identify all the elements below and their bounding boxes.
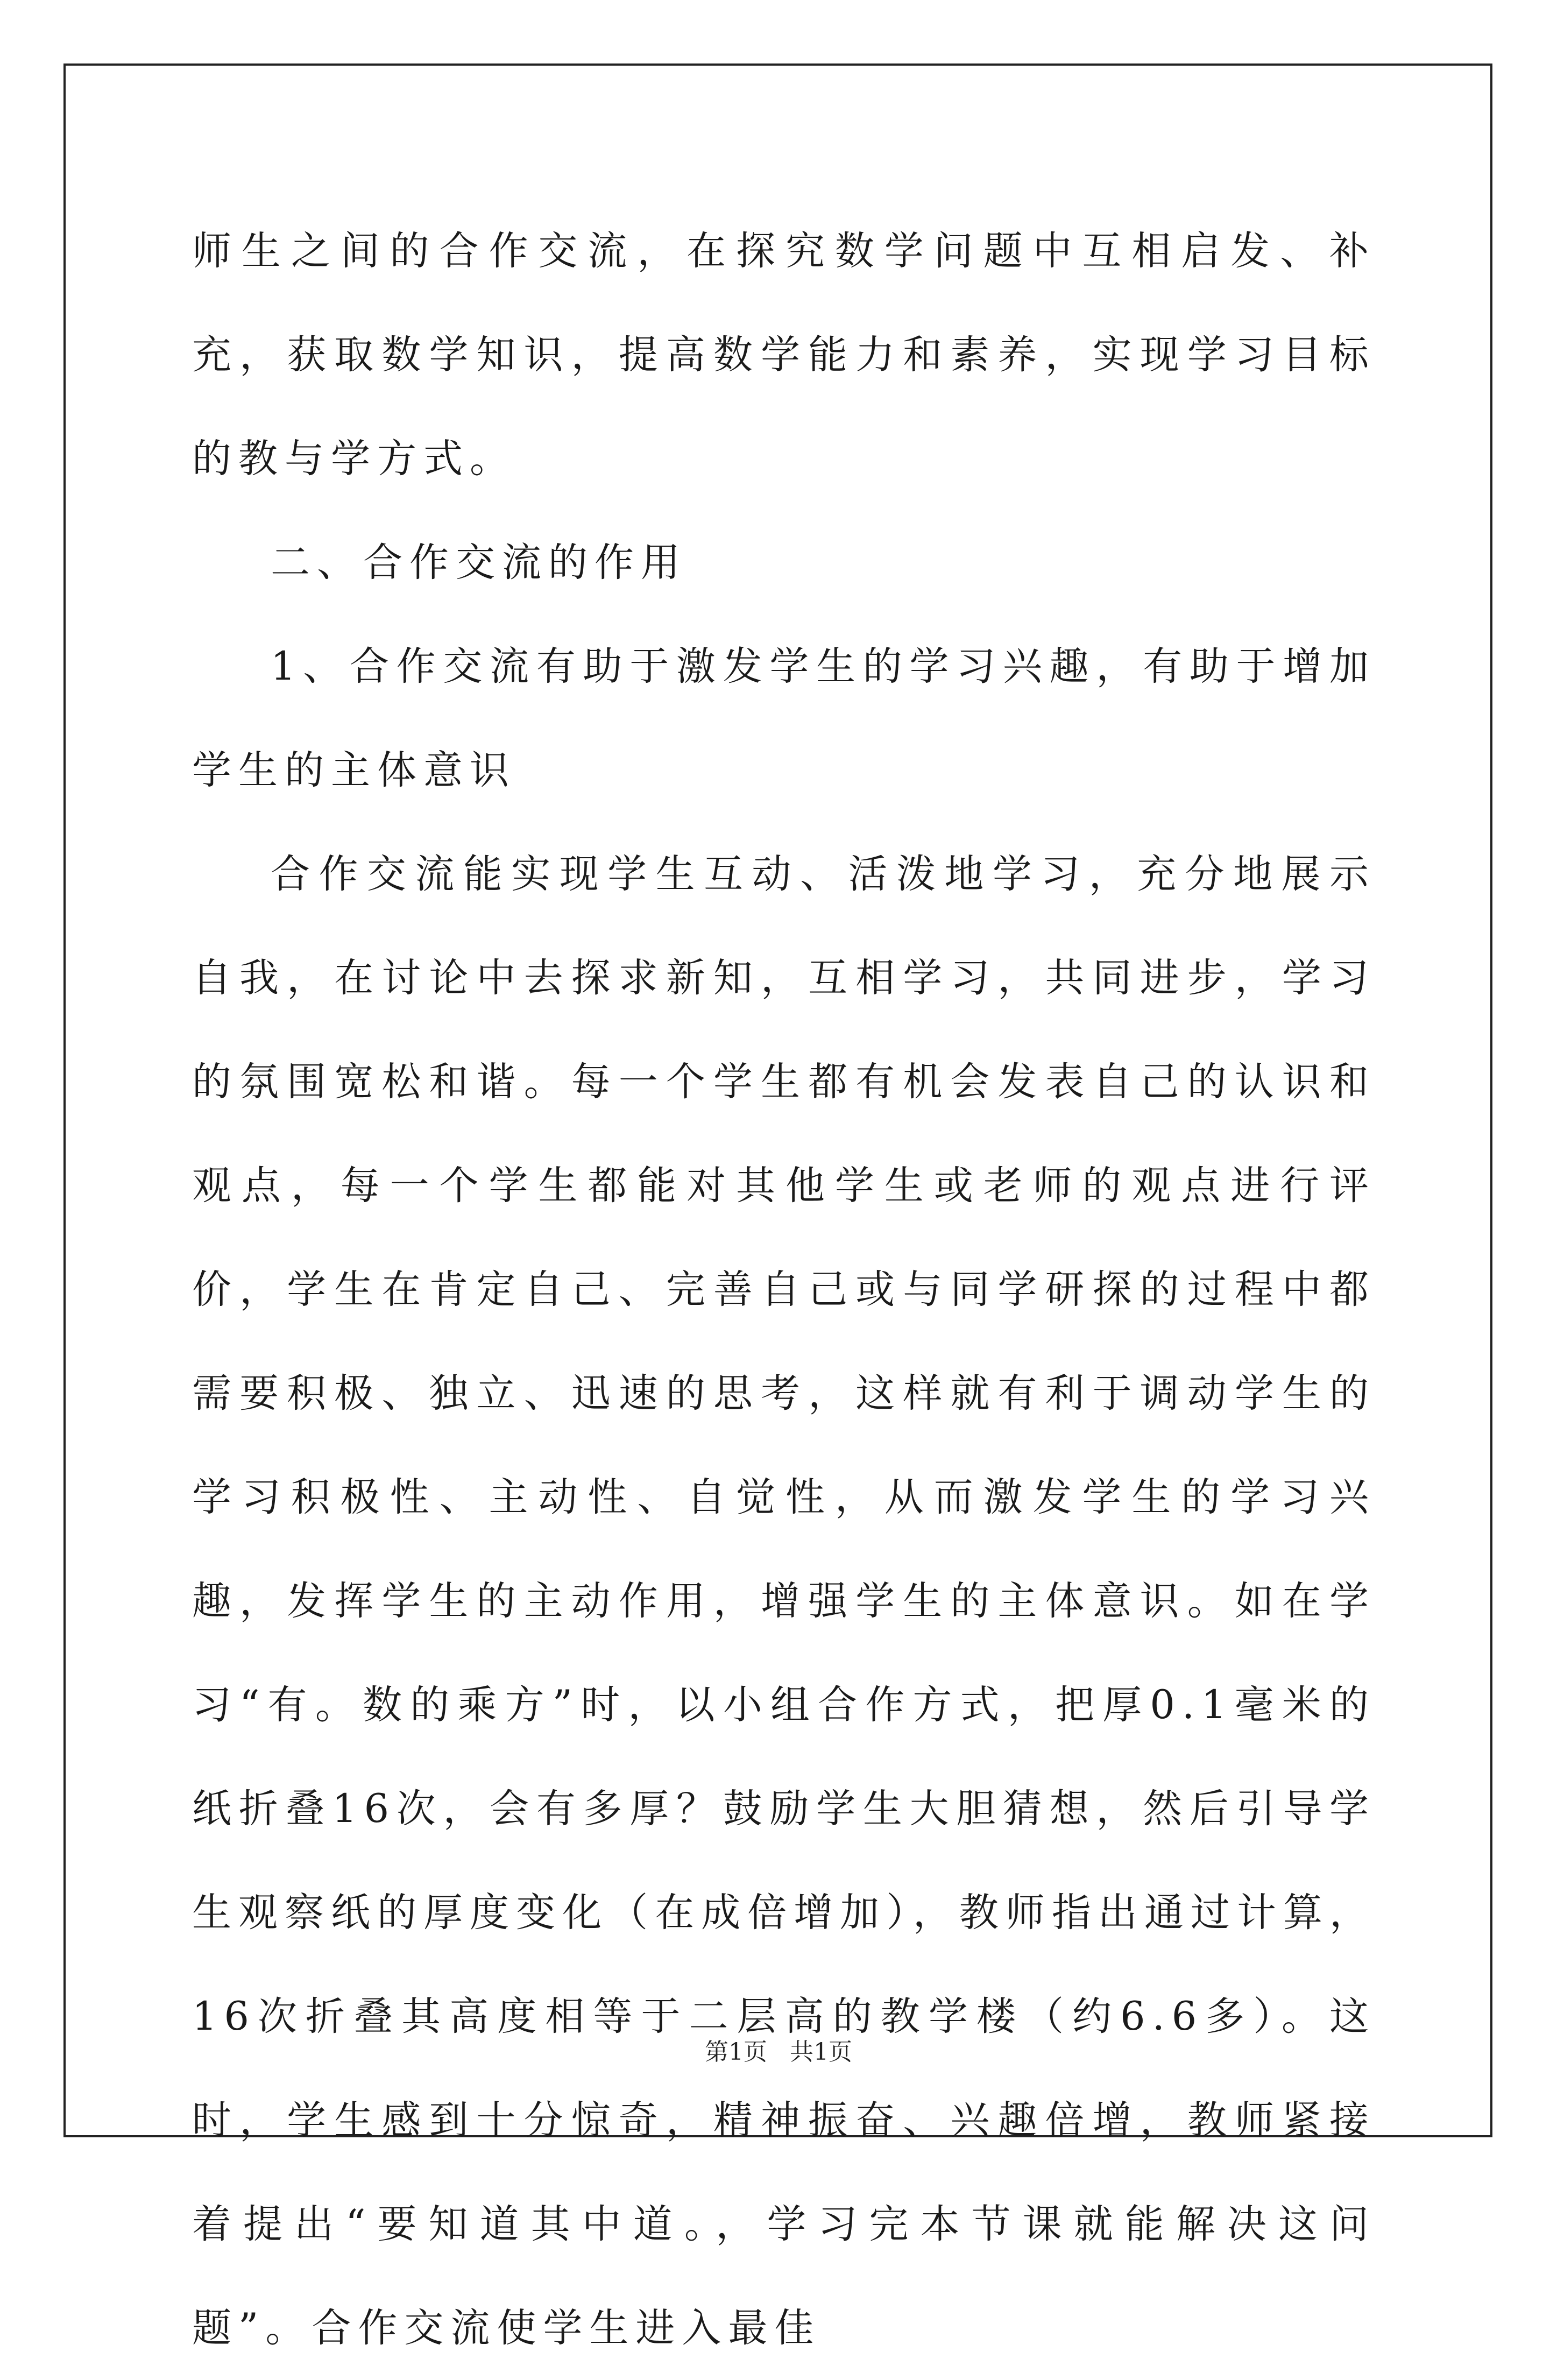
- paragraph-body: 合作交流能实现学生互动、活泼地学习，充分地展示自我，在讨论中去探求新知，互相学习，共同进步，学习的氛围宽松和谐。每一个学生都有机会发表自己的认识和观点，每一个学生都能对其他学生或老师的观点进行评价，学生在肯定自己、完善自己或与同学研探的过程中都需要积极、独立、迅速的思考，这样就有利于调动学生的学习积极性、主动性、自觉性，从而激发学生的学习兴趣，发挥学生的主动作用，增强学生的主体意识。如在学习“有。数的乘方”时，以小组合作方式，把厚0.1毫米的纸折叠16次，会有多厚？鼓励学生大胆猜想，然后引导学生观察纸的厚度变化（在成倍增加），教师指出通过计算，16次折叠其高度相等于二层高的教学楼（约6.6多）。这时，学生感到十分惊奇，精神振奋、兴趣倍增，教师紧接着提出“要知道其中道。，学习完本节课就能解决这问题”。合作交流使学生进入最佳: [192, 851, 1376, 2351]
- section-heading: 二、合作交流的作用: [271, 540, 687, 585]
- subsection-heading: 1、合作交流有助于激发学生的学习兴趣，有助于增加学生的主体意识: [192, 644, 1376, 793]
- paragraph-definition: 师生之间的合作交流，在探究数学问题中互相启发、补充，获取数学知识，提高数学能力和素养，实现学习目标的教与学方式。: [192, 228, 1376, 482]
- page-number-footer: 第1页 共1页: [705, 2038, 852, 2066]
